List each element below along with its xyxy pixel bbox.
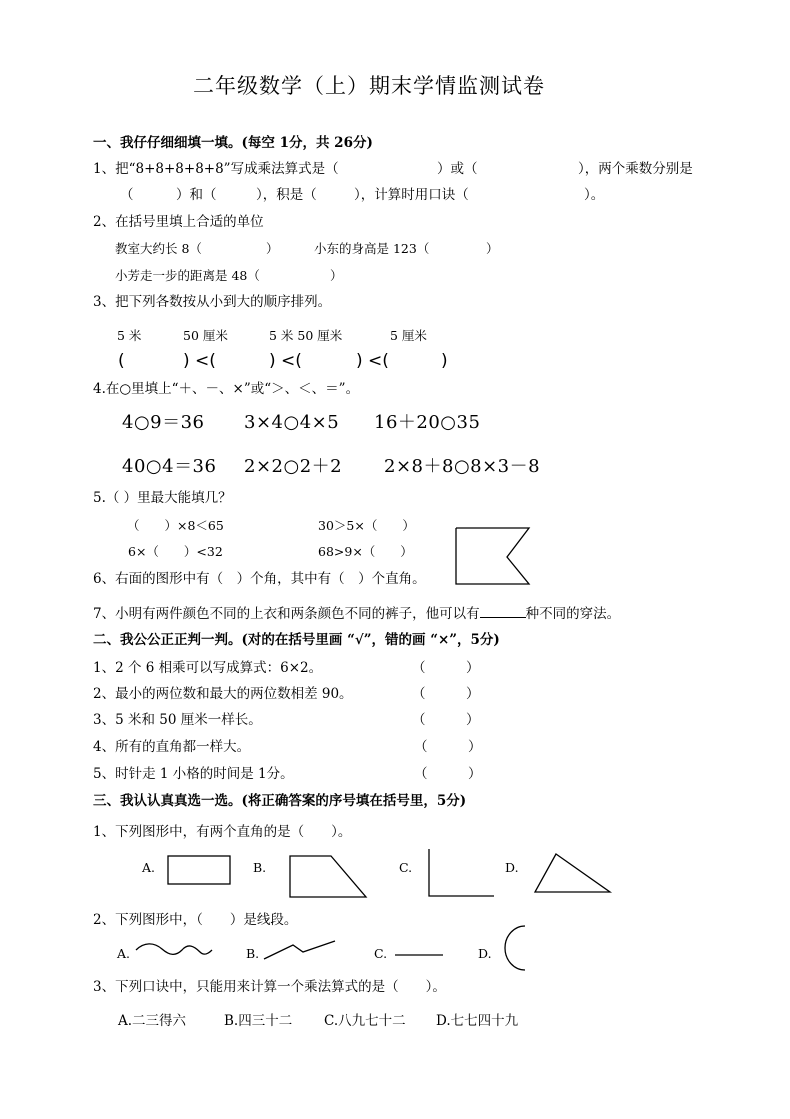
s2-item-3: 3、5 米和 50 厘米一样长。: [93, 712, 262, 728]
section-1-heading: 一、我仔仔细细填一填。(每空 1分，共 26分): [93, 135, 373, 151]
q1-line2-part3: ），积是（: [256, 187, 317, 203]
s3-q3-option-d: D.七七四十九: [436, 1013, 519, 1029]
s2-bracket-3[interactable]: （ ）: [412, 712, 480, 728]
q3-slot-lt-1: ) <(: [183, 351, 216, 371]
zigzag-line-shape: [263, 939, 339, 963]
s3-q2-stem: 2、下列图形中，（ ）是线段。: [93, 912, 298, 928]
q3-stem: 3、把下列各数按从小到大的顺序排列。: [93, 294, 332, 310]
q2-item-step: 小芳走一步的距离是 48（: [115, 268, 260, 283]
q1-line1-part3: ），两个乘数分别是: [578, 161, 693, 177]
s3-q1-option-a-label: A.: [142, 860, 156, 875]
q3-slot-close: ): [441, 351, 448, 371]
q7-text: [93, 607, 620, 622]
q2-item-step-close: ）: [330, 268, 343, 283]
q3-value-50cm: 50 厘米: [183, 328, 228, 343]
q2-stem: 2、在括号里填上合适的单位: [93, 214, 264, 230]
q1-line1-part1: 1、把“8+8+8+8+8”写成乘法算式是（: [93, 161, 339, 177]
q6-text: 6、右面的图形中有（ ）个角，其中有（ ）个直角。: [93, 571, 426, 587]
q4-row1-expr-1: 4○9＝36: [122, 412, 205, 433]
q1-line1-part2: ）或（: [437, 161, 478, 177]
q1-line2-part5: ）。: [584, 187, 605, 203]
q5-stem: 5.（ ）里最大能填几？: [93, 490, 232, 506]
s2-item-2: 2、最小的两位数和最大的两位数相差 90。: [93, 686, 353, 702]
section-2-heading: 二、我公公正正判一判。(对的在括号里画 “√”，错的画 “×”，5分): [93, 632, 500, 648]
q4-row2-expr-3: 2×8＋8○8×3－8: [384, 456, 541, 477]
trapezoid-shape: [289, 855, 369, 899]
q3-slot-open: (: [118, 351, 125, 371]
s2-item-5: 5、时针走 1 小格的时间是 1分。: [93, 766, 294, 782]
q7-text-part1: 7、小明有两件颜色不同的上衣和两条颜色不同的裤子，他可以有: [93, 606, 480, 622]
arc-shape: [503, 924, 529, 974]
q3-value-5m: 5 米: [117, 328, 142, 343]
q5-item-3: 6×（ ）<32: [128, 544, 223, 559]
q4-row2-expr-1: 40○4＝36: [122, 456, 217, 477]
s3-q3-option-b: B.四三十二: [224, 1013, 293, 1029]
q3-value-5m50cm: 5 米 50 厘米: [269, 328, 343, 343]
q5-item-1: （ ）×8＜65: [127, 518, 224, 533]
q4-stem: 4.在○里填上“＋、－、×”或“＞、＜、＝”。: [93, 381, 360, 397]
wavy-line-shape: [134, 940, 214, 964]
s3-q1-option-d-label: D.: [505, 860, 519, 875]
s3-q1-stem: 1、下列图形中，有两个直角的是（ ）。: [93, 824, 352, 840]
q4-row2-expr-2: 2×2○2＋2: [244, 456, 343, 477]
q3-value-5cm: 5 厘米: [390, 328, 427, 343]
q2-item-height: 小东的身高是 123（: [314, 241, 430, 256]
s3-q3-option-a: A.二三得六: [118, 1013, 187, 1029]
s2-item-4: 4、所有的直角都一样大。: [93, 739, 251, 755]
page-title: 二年级数学（上）期末学情监测试卷: [193, 74, 545, 98]
s2-bracket-5[interactable]: （ ）: [414, 766, 482, 782]
s3-q1-option-c-label: C.: [399, 860, 413, 875]
q2-item-classroom-close: ）: [266, 241, 279, 256]
s3-q3-stem: 3、下列口诀中，只能用来计算一个乘法算式的是（ ）。: [93, 979, 446, 995]
q4-row1-expr-2: 3×4○4×5: [244, 412, 340, 433]
s3-q3-option-c: C.八九七十二: [324, 1013, 406, 1029]
s3-q1-option-b-label: B.: [253, 860, 267, 875]
s2-bracket-1[interactable]: （ ）: [412, 660, 480, 676]
s3-q2-option-c-label: C.: [374, 946, 388, 961]
q1-line2-part4: ），计算时用口诀（: [354, 187, 469, 203]
q4-row1-expr-3: 16＋20○35: [374, 412, 481, 433]
s3-q2-option-d-label: D.: [478, 946, 492, 961]
s3-q2-option-a-label: A.: [117, 946, 131, 961]
section-3-heading: 三、我认认真真选一选。(将正确答案的序号填在括号里，5分): [93, 793, 467, 809]
s2-bracket-2[interactable]: （ ）: [412, 686, 480, 702]
q7-answer-blank[interactable]: [480, 607, 526, 618]
q1-line2-part1: （: [120, 187, 134, 203]
angle-figure: [455, 527, 535, 587]
q3-slot-lt-2: ) <(: [269, 351, 302, 371]
right-angle-lines-shape: [428, 848, 498, 898]
q7-text-part2: 种不同的穿法。: [525, 606, 621, 622]
rectangle-shape: [167, 855, 231, 885]
s3-q2-option-b-label: B.: [246, 946, 260, 961]
q3-slot-lt-3: ) <(: [356, 351, 389, 371]
q1-line2-part2: ）和（: [176, 187, 217, 203]
q2-item-height-close: ）: [486, 241, 499, 256]
q5-item-2: 30＞5×（ ）: [318, 518, 415, 533]
q2-item-classroom: 教室大约长 8（: [115, 241, 202, 256]
triangle-shape: [534, 853, 612, 895]
line-segment-shape: [395, 953, 445, 959]
s2-bracket-4[interactable]: （ ）: [414, 739, 482, 755]
q5-item-4: 68>9×（ ）: [318, 544, 413, 559]
s2-item-1: 1、2 个 6 相乘可以写成算式：6×2。: [93, 660, 323, 676]
